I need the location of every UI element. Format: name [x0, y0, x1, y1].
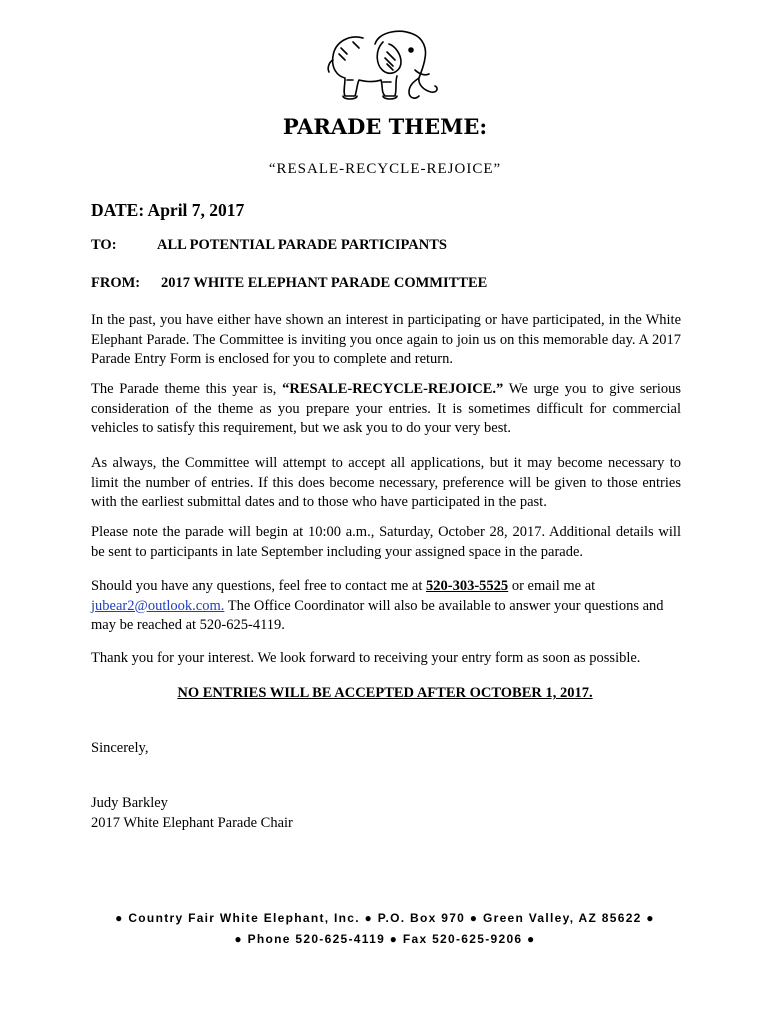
paragraph-applications: As always, the Committee will attempt to accept all applications, but it may become necessary to limit the number of entries. If this does become necessary, preference will be given to those entries with the earliest submittal dates and to those who have participated in the past.	[91, 455, 681, 510]
signature-block	[91, 794, 293, 833]
theme-subtitle: “RESALE-RECYCLE-REJOICE”	[268, 161, 502, 177]
paragraph-thanks: Thank you for your interest. We look forward to receiving your entry form as soon as possible.	[91, 650, 641, 666]
letter-date: DATE: April 7, 2017	[91, 200, 245, 220]
paragraph-parade-time: Please note the parade will begin at 10:00 a.m., Saturday, October 28, 2017. Additional details will be sent to participants in late September including your assigned space in the parade.	[91, 524, 681, 560]
page-title: PARADE THEME:	[282, 114, 488, 139]
footer-phone-fax: ● Phone 520-625-4119 ● Fax 520-625-9206 ●	[234, 932, 536, 946]
paragraph-intro: In the past, you have either have shown an interest in participating or have participated, in the White Elephant Parade. The Committee is inviting you once again to join us on this memorable day. A 2017 Parade Entry Form is enclosed for you to complete and return.	[91, 312, 681, 367]
contact-text-pre: Should you have any questions, feel free to contact me at	[91, 578, 427, 594]
from-line	[91, 275, 487, 292]
deadline-notice: NO ENTRIES WILL BE ACCEPTED AFTER OCTOBER 1, 2017.	[177, 685, 593, 701]
theme-text-pre: The Parade theme this year is,	[91, 381, 283, 397]
footer	[0, 908, 770, 950]
elephant-icon	[323, 24, 445, 106]
to-value: ALL POTENTIAL PARADE PARTICIPANTS	[157, 237, 447, 253]
from-value: 2017 WHITE ELEPHANT PARADE COMMITTEE	[161, 275, 488, 291]
contact-text-mid: or email me at	[508, 578, 596, 594]
paragraph-theme	[91, 380, 681, 439]
from-label: FROM:	[91, 275, 141, 291]
contact-text-post: The Office Coordinator will also be available to answer your questions and may be reached at 520-625-4119.	[91, 597, 664, 633]
contact-phone: 520-303-5525	[426, 578, 509, 594]
footer-address: ● Country Fair White Elephant, Inc. ● P.O. Box 970 ● Green Valley, AZ 85622 ●	[115, 911, 655, 925]
theme-text-post: We urge you to give serious consideration of the theme as you prepare your entries. It is sometimes difficult for commercial vehicles to satisfy this requirement, but we ask you to do your very best.	[91, 381, 681, 436]
email-link[interactable]: jubear2@outlook.com.	[91, 597, 225, 614]
signer-title: 2017 White Elephant Parade Chair	[91, 814, 293, 831]
to-line	[91, 237, 447, 254]
closing: Sincerely,	[91, 740, 149, 756]
paragraph-contact	[91, 577, 681, 636]
theme-bold: “RESALE-RECYCLE-REJOICE.”	[282, 381, 504, 397]
to-label: TO:	[91, 237, 117, 253]
signer-name: Judy Barkley	[91, 795, 168, 811]
